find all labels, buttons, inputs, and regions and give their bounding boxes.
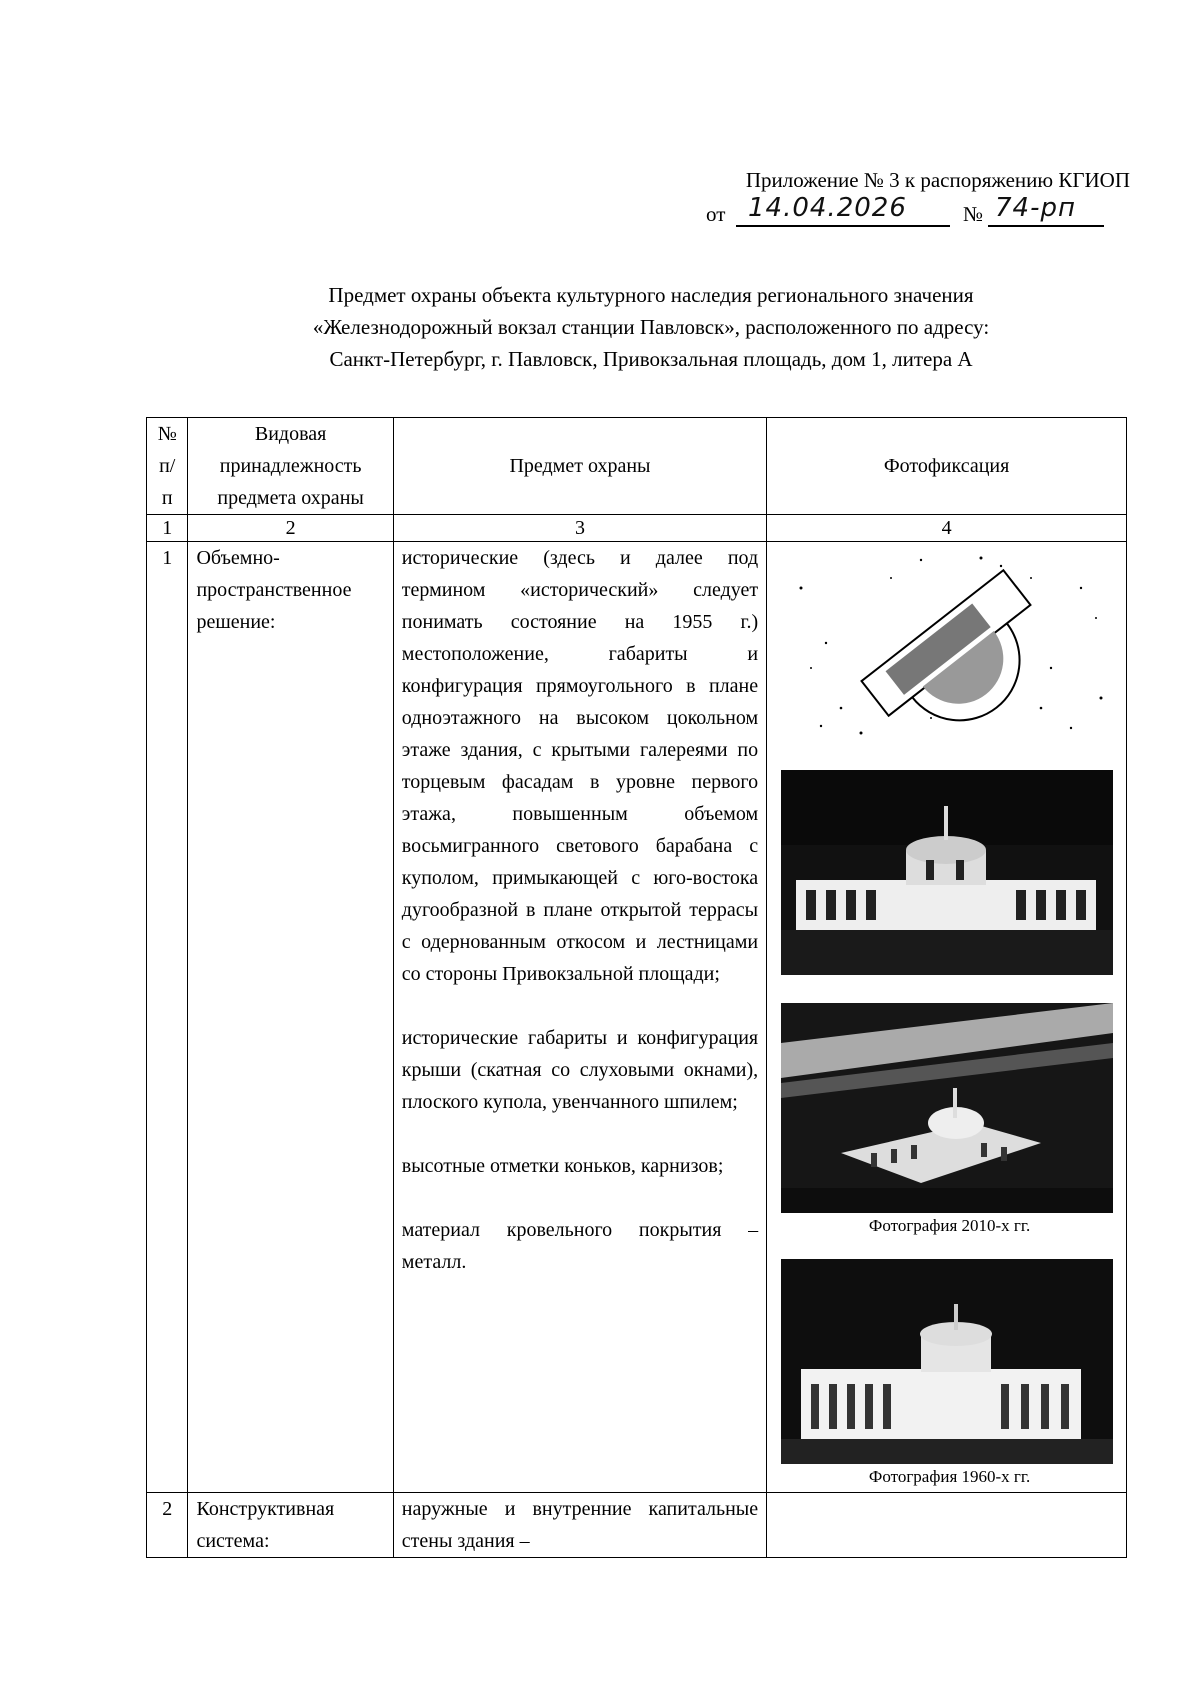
row-type: Конструктивная система: (188, 1493, 393, 1558)
title-line-1: Предмет охраны объекта культурного наследия регионального значения (328, 283, 974, 307)
site-plan-photo (781, 548, 1113, 746)
order-date-number (660, 195, 1130, 229)
row-number: 1 (147, 542, 188, 1493)
header-photo: Фотофиксация (767, 418, 1127, 515)
protection-subject-table (146, 417, 1127, 1558)
historic-photo (781, 1259, 1113, 1464)
date-prefix: от (706, 202, 726, 226)
row-number: 2 (147, 1493, 188, 1558)
subject-paragraph: исторические габариты и конфигурация крыши (скатная со слуховыми окнами), плоского купола, увенчанного шпилем; (401, 1027, 759, 1113)
aerial-photo (781, 1003, 1113, 1213)
header-num: № п/п (147, 418, 188, 515)
column-number-row (147, 515, 1127, 542)
handwritten-date: 14.04.2026 (748, 193, 907, 223)
station-facade-photo (781, 770, 1113, 975)
date-underline (736, 225, 950, 227)
subject-paragraph: наружные и внутренние капитальные стены здания – (401, 1498, 759, 1552)
col-number: 1 (147, 515, 188, 542)
appendix-reference: Приложение № 3 к распоряжению КГИОП (745, 168, 1130, 192)
row-subject (393, 1493, 766, 1558)
row-subject (393, 542, 766, 1493)
subject-paragraph: материал кровельного покрытия – металл. (401, 1219, 759, 1273)
number-underline (988, 225, 1104, 227)
title-line-3: Санкт-Петербург, г. Павловск, Привокзальная площадь, дом 1, литера А (329, 347, 973, 371)
row-type: Объемно-пространственное решение: (188, 542, 393, 1493)
row-photos (767, 1493, 1127, 1558)
document-title (146, 279, 1156, 375)
col-number: 3 (393, 515, 766, 542)
table-header-row (147, 418, 1127, 515)
subject-paragraph: исторические (здесь и далее под термином «исторический» следует понимать состояние на 1955 г.) местоположение, габариты и конфигурация прямоугольного в плане одноэтажного на высоком цокольном этаже здания, с крытыми галереями по торцевым фасадам в уровне первого этажа, повышенным объемом восьмигранного светового барабана с куполом, примыкающей с юго-востока дугообразной в плане открытой террасы с одернованным откосом и лестницами со стороны Привокзальной площади; (401, 547, 759, 985)
appendix-header (660, 165, 1130, 229)
col-number: 4 (767, 515, 1127, 542)
table-row (147, 1493, 1127, 1558)
title-line-2: «Железнодорожный вокзал станции Павловск», расположенного по адресу: (312, 315, 990, 339)
subject-paragraph: высотные отметки коньков, карнизов; (401, 1155, 724, 1177)
header-type: Видовая принадлежность предмета охраны (188, 418, 393, 515)
row-photos (767, 542, 1127, 1493)
photo-caption: Фотография 2010-х гг. (868, 1216, 1031, 1235)
handwritten-number: 74-рп (995, 193, 1076, 223)
photo-caption: Фотография 1960-х гг. (868, 1467, 1031, 1486)
number-prefix: № (963, 202, 984, 226)
header-subject: Предмет охраны (393, 418, 766, 515)
col-number: 2 (188, 515, 393, 542)
table-row (147, 542, 1127, 1493)
